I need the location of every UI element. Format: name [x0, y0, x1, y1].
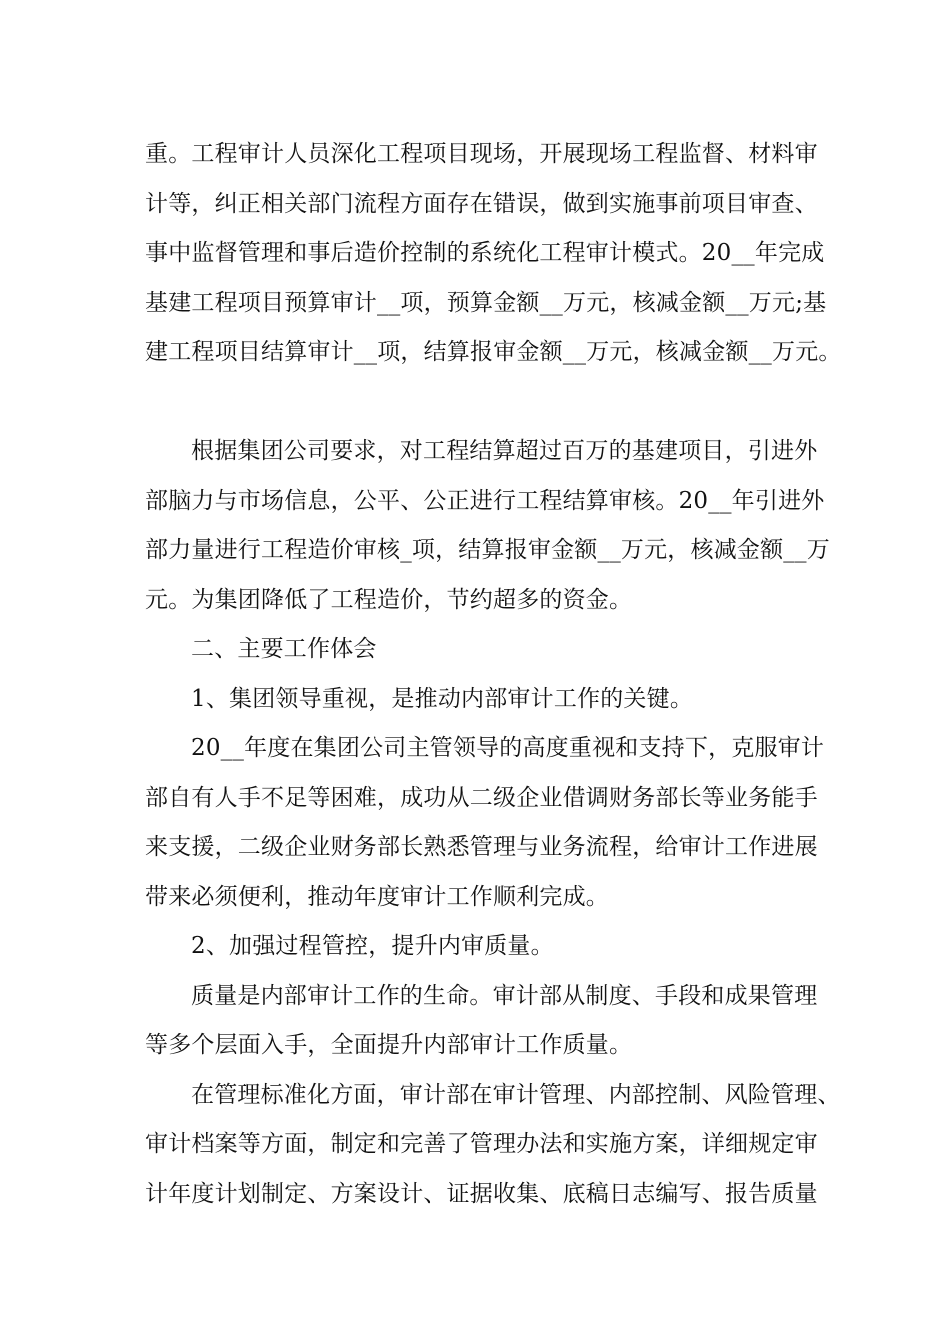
subsection-heading: 2、加强过程管控，提升内审质量。 [191, 933, 554, 959]
text-line: 审计档案等方面，制定和完善了管理办法和实施方案，详细规定审 [145, 1131, 818, 1157]
text-line: 部力量进行工程造价审核_项，结算报审金额__万元，核减金额__万 [145, 537, 830, 563]
text-line: 重。工程审计人员深化工程项目现场，开展现场工程监督、材料审 [145, 141, 818, 167]
text-line: 基建工程项目预算审计__项，预算金额__万元，核减金额__万元;基 [145, 290, 827, 316]
text-line: 计等，纠正相关部门流程方面存在错误，做到实施事前项目审查、 [145, 191, 818, 217]
text-line: 等多个层面入手，全面提升内部审计工作质量。 [145, 1032, 633, 1058]
text-line: 在管理标准化方面，审计部在审计管理、内部控制、风险管理、 [191, 1082, 841, 1108]
text-line: 事中监督管理和事后造价控制的系统化工程审计模式。20__年完成 [145, 240, 825, 266]
section-heading: 二、主要工作体会 [191, 636, 377, 662]
text-line: 质量是内部审计工作的生命。审计部从制度、手段和成果管理 [191, 983, 818, 1009]
text-line: 计年度计划制定、方案设计、证据收集、底稿日志编写、报告质量 [145, 1181, 818, 1207]
text-line: 来支援，二级企业财务部长熟悉管理与业务流程，给审计工作进展 [145, 834, 818, 860]
text-line: 部脑力与市场信息，公平、公正进行工程结算审核。20__年引进外 [145, 488, 825, 514]
text-line: 20__年度在集团公司主管领导的高度重视和支持下，克服审计 [191, 735, 825, 761]
text-line: 元。为集团降低了工程造价，节约超多的资金。 [145, 587, 633, 613]
text-line: 根据集团公司要求，对工程结算超过百万的基建项目，引进外 [191, 438, 818, 464]
subsection-heading: 1、集团领导重视，是推动内部审计工作的关键。 [191, 686, 694, 712]
text-line: 建工程项目结算审计__项，结算报审金额__万元，核减金额__万元。 [145, 339, 842, 365]
text-line: 带来必须便利，推动年度审计工作顺利完成。 [145, 884, 609, 910]
text-line: 部自有人手不足等困难，成功从二级企业借调财务部长等业务能手 [145, 785, 818, 811]
